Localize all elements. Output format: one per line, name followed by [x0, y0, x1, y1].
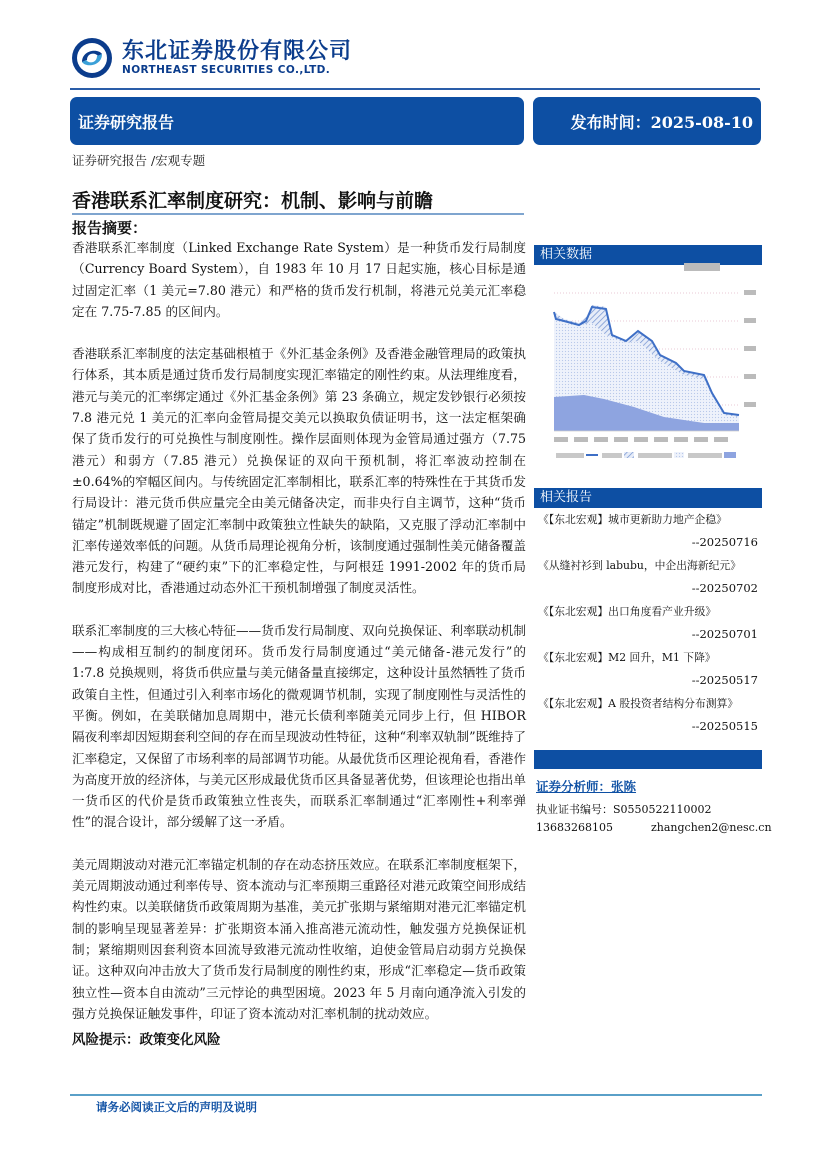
company-name-en: NORTHEAST SECURITIES CO.,LTD.: [122, 64, 331, 76]
publish-date-banner: [533, 97, 761, 145]
title-divider: [72, 213, 524, 215]
analyst-name: 证券分析师：张陈: [536, 779, 637, 794]
report-type-banner: [70, 97, 524, 145]
related-report-item[interactable]: [534, 600, 762, 646]
related-report-date: --20250517: [691, 673, 758, 687]
related-report-title[interactable]: 《【东北宏观】A 股投资者结构分布测算》: [538, 697, 739, 710]
abstract-body: [72, 237, 526, 1045]
company-logo-icon: [70, 36, 114, 80]
report-type-label: 证券研究报告: [78, 112, 175, 132]
abstract-paragraph: 联系汇率制度的三大核心特征——货币发行局制度、双向兑换保证、利率联动机制——构成相互制约的制度闭环。货币发行局制度通过“美元储备-港元发行”的 1:7.8 兑换规则，将货币供应量与美元储备量直接绑定，这种设计虽然牺牲了货币政策自主性，但通过引入利率市场化的微观调节机制，实现了制度刚性与灵活性的平衡。例如，在美联储加息周期中，港元长债利率随美元同步上行，但 HIBOR 隔夜利率却因短期套利空间的存在而呈现波动性特征，这种“利率双轨制”既维持了汇率稳定，又保留了市场利率的局部调节功能。从最优货币区理论视角看，香港作为高度开放的经济体，与美元区形成最优货币区具备显著优势，但该理论也指出单一货币区的代价是货币政策独立性丧失，而联系汇率制通过“汇率刚性+利率弹性”的混合设计，部分缓解了这一矛盾。: [72, 622, 526, 830]
related-report-title[interactable]: 《【东北宏观】出口角度看产业升级》: [538, 605, 717, 618]
related-report-item[interactable]: [534, 508, 762, 554]
related-reports-heading: 相关报告: [534, 488, 762, 508]
page-title: 香港联系汇率制度研究：机制、影响与前瞻: [72, 190, 434, 212]
related-report-date: --20250716: [691, 535, 758, 549]
related-report-item[interactable]: [534, 554, 762, 600]
analyst-license: 执业证书编号：S0550522110002: [536, 803, 712, 816]
analyst-email[interactable]: zhangchen2@nesc.cn: [650, 821, 772, 834]
abstract-paragraph: 美元周期波动对港元汇率锚定机制的存在动态挤压效应。在联系汇率制度框架下，美元周期波动通过利率传导、资本流动与汇率预期三重路径对港元政策空间形成结构性约束。以美联储货币政策周期为基准，美元扩张期与紧缩期对港元汇率锚定机制的影响呈现显著差异：扩张期资本涌入推高港元流动性，触发强方兑换保证机制；紧缩期则因套利资本回流导致港元流动性收缩，迫使金管局启动弱方兑换保证。这种双向冲击放大了货币发行局制度的刚性约束，形成“汇率稳定—货币政策独立性—资本自由流动”三元悖论的典型困境。2023 年 5 月南向通净流入引发的强方兑换保证触发事件，印证了资本流动对汇率机制的扰动效应。: [72, 856, 526, 1021]
area-chart: [534, 245, 762, 477]
related-reports-panel: [534, 488, 762, 738]
company-name-cn: 东北证券股份有限公司: [122, 39, 353, 64]
related-report-item[interactable]: [534, 692, 762, 738]
chart-unit-label: [684, 263, 720, 271]
analyst-phone: 13683268105: [536, 821, 613, 834]
risk-warning: 风险提示：政策变化风险: [72, 1032, 221, 1048]
related-report-date: --20250701: [691, 627, 758, 641]
related-report-date: --20250702: [691, 581, 758, 595]
abstract-paragraph: 香港联系汇率制度的法定基础根植于《外汇基金条例》及香港金融管理局的政策执行体系，其本质是通过货币发行局制度实现汇率锚定的刚性约束。从法理维度看，港元与美元的汇率绑定通过《外汇基金条例》第 23 条确立，规定发钞银行必须按 7.8 港元兑 1 美元的汇率向金管局提交美元以换取负债证明书，这一法定框架确保了货币发行的可兑换性与制度刚性。操作层面则体现为金管局通过强方（7.75 港元）和弱方（7.85 港元）兑换保证的双向干预机制，将汇率波动控制在±0.64%的窄幅区间内。与传统固定汇率制相比，联系汇率的特殊性在于其货币发行局设计：港元货币供应量完全由美元储备决定，而非央行自主调节，这种“货币锚定”机制既规避了固定汇率制中政策独立性缺失的缺陷，又克服了浮动汇率制中汇率传递效率低的问题。从货币局理论视角分析，该制度通过强制性美元储备覆盖港元发行，构建了“硬约束”下的汇率稳定性，与阿根廷 1991-2002 年的货币局制度形成对比，香港通过动态外汇干预机制增强了制度灵活性。: [72, 346, 526, 596]
abstract-paragraph: 香港联系汇率制度（Linked Exchange Rate System）是一种货币发行局制度（Currency Board System），自 1983 年 10 月 17 日起实施，核心目标是通过固定汇率（1 美元=7.80 港元）和严格的货币发行机制，将港元兑美元汇率稳定在 7.75-7.85 的区间内。: [72, 240, 526, 319]
breadcrumb: 证券研究报告 /宏观专题: [72, 153, 206, 168]
header-divider: [70, 88, 760, 90]
abstract-heading: 报告摘要：: [72, 219, 148, 237]
publish-date-label: 发布时间：2025-08-10: [570, 112, 753, 132]
related-report-title[interactable]: 《从缝衬衫到 labubu，中企出海新纪元》: [538, 559, 742, 572]
related-data-heading: 相关数据: [534, 245, 762, 265]
disclaimer-note: 请务必阅读正文后的声明及说明: [96, 1100, 257, 1114]
analyst-banner: [534, 750, 762, 769]
related-report-date: --20250515: [691, 719, 758, 733]
related-report-title[interactable]: 《【东北宏观】城市更新助力地产企稳》: [538, 513, 727, 526]
related-report-item[interactable]: [534, 646, 762, 692]
chart-legend: [556, 452, 736, 458]
related-data-chart: [534, 245, 762, 477]
footer-divider: [70, 1094, 762, 1096]
analyst-info: [536, 777, 772, 834]
related-report-title[interactable]: 《【东北宏观】M2 回升，M1 下降》: [538, 651, 716, 664]
company-logo: [70, 36, 352, 80]
